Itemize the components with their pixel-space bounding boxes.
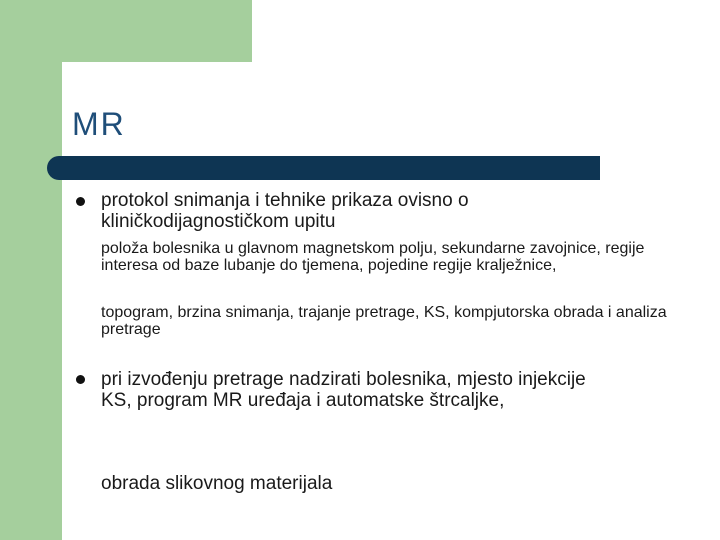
bullet-2-text: pri izvođenju pretrage nadzirati bolesnika, mjesto injekcije KS, program MR uređaja i automatske štrcaljke, (101, 369, 586, 411)
bullet-2-subitem-1: obrada slikovnog materijala (101, 473, 333, 494)
bullet-1-subitem-1: položa bolesnika u glavnom magnetskom polju, sekundarne zavojnice, regije interesa od baze lubanje do tjemena, pojedine regije kralježnice, (101, 240, 645, 274)
slide-title: MR (72, 106, 126, 142)
bullet-dot-icon (76, 375, 85, 384)
bullet-1-subitem-2: topogram, brzina snimanja, trajanje pretrage, KS, kompjutorska obrada i analiza pretrage (101, 304, 667, 338)
decorative-green-strip (0, 0, 62, 540)
title-underline-bar (47, 156, 600, 180)
slide-content-panel (62, 62, 720, 540)
bullet-dot-icon (76, 197, 85, 206)
bullet-1-text: protokol snimanja i tehnike prikaza ovisno o kliničkodijagnostičkom upitu (101, 190, 469, 232)
